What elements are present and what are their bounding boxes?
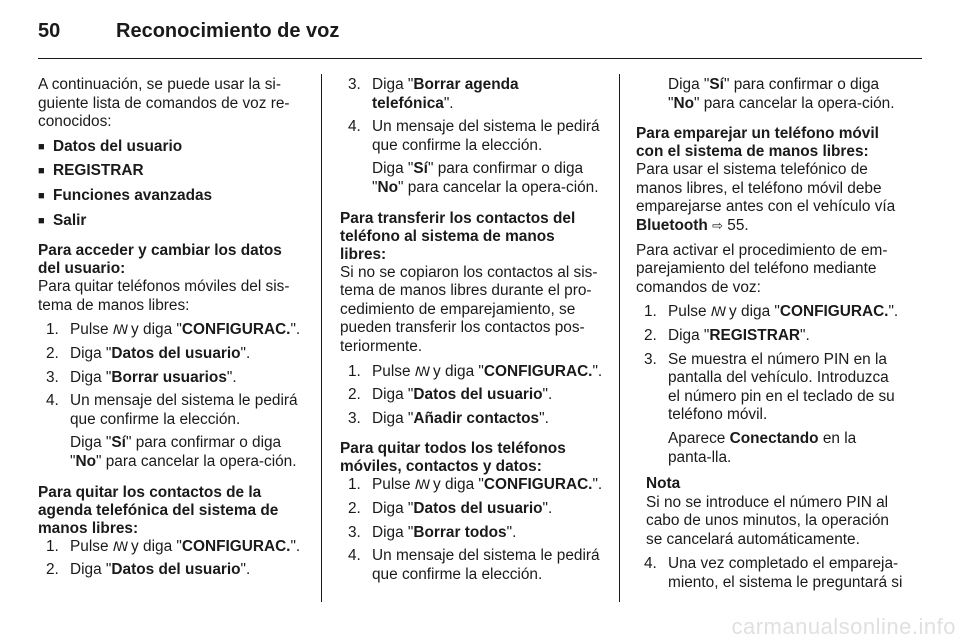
step: 4. Un mensaje del sistema le pedirá que confirme la elección. <box>46 392 298 428</box>
appear-text: Aparece Conectando en la panta-lla. <box>668 429 857 466</box>
page-header <box>38 14 339 48</box>
step: 3. Diga "Añadir contactos". <box>348 409 549 427</box>
voice-command-icon: ꟿ <box>414 363 431 379</box>
step: 3. Se muestra el número PIN en la pantalla del vehículo. Introduzca el número pin en el teclado de su teléfono móvil. <box>644 350 895 424</box>
step: 2. Diga "REGISTRAR". <box>644 326 810 344</box>
step: 2. Diga "Datos del usuario". <box>46 561 251 579</box>
note-text: Si no se introduce el número PIN al cabo de unos minutos, la operación se cancelará automáticamente. <box>646 493 889 548</box>
voice-command-icon: ꟿ <box>414 477 431 493</box>
voice-command-icon: ꟿ <box>112 538 129 554</box>
column-divider <box>321 74 322 602</box>
voice-command-icon: ꟿ <box>710 304 727 320</box>
column-2 <box>340 76 604 589</box>
section-heading: Para emparejar un teléfono móvil con el sistema de manos libres: <box>636 125 879 161</box>
confirm-text: Diga "Sí" para confirmar o diga "No" para cancelar la opera-ción. <box>668 76 895 112</box>
step: 1. Pulse ꟿ y diga "CONFIGURAC.". <box>348 362 603 380</box>
confirm-text: Diga "Sí" para confirmar o diga "No" para cancelar la opera-ción. <box>372 160 599 196</box>
step: 2. Diga "Datos del usuario". <box>348 499 553 517</box>
step: 4. Una vez completado el empareja-miento, el sistema le preguntará si <box>644 555 903 592</box>
step: 3. Diga "Borrar todos". <box>348 523 517 541</box>
step: 3. Diga "Borrar agenda telefónica". <box>348 76 519 112</box>
step: 2. Diga "Datos del usuario". <box>348 386 553 404</box>
step: 1. Pulse ꟿ y diga "CONFIGURAC.". <box>644 303 899 321</box>
column-3 <box>636 76 904 598</box>
column-1 <box>38 76 303 585</box>
section-heading: Para transferir los contactos del teléfono al sistema de manos libres: <box>340 209 576 263</box>
voice-command-icon: ꟿ <box>112 322 129 338</box>
header-rule <box>38 58 922 59</box>
step: 3. Diga "Borrar usuarios". <box>46 368 237 386</box>
command-item: ■ Datos del usuario <box>38 138 303 157</box>
step: 4. Un mensaje del sistema le pedirá que confirme la elección. <box>348 118 600 154</box>
note-heading: Nota <box>646 475 681 493</box>
column-divider <box>619 74 620 602</box>
step: 1. Pulse ꟿ y diga "CONFIGURAC.". <box>348 476 603 494</box>
command-list <box>38 138 303 230</box>
command-item: ■ Salir <box>38 212 303 231</box>
command-item: ■ REGISTRAR <box>38 162 303 181</box>
step: 4. Un mensaje del sistema le pedirá que confirme la elección. <box>348 547 600 583</box>
page-title: Reconocimiento de voz <box>116 19 340 42</box>
step: 1. Pulse ꟿ y diga "CONFIGURAC.". <box>46 321 301 339</box>
command-item: ■ Funciones avanzadas <box>38 187 303 206</box>
section-text: Si no se copiaron los contactos al sis-tema de manos libres durante el pro-cedimiento de emparejamiento, se pueden transferir los contactos pos-teriormente. <box>340 263 598 355</box>
confirm-text: Diga "Sí" para confirmar o diga "No" para cancelar la opera-ción. <box>70 434 297 470</box>
step: 2. Diga "Datos del usuario". <box>46 344 251 362</box>
page-number: 50 <box>38 19 61 42</box>
intro-text: A continuación, se puede usar la si-guiente lista de comandos de voz re-conocidos: <box>38 76 290 131</box>
section-text: Para activar el procedimiento de em-parejamiento del teléfono mediante comandos de voz: <box>636 241 888 296</box>
step: 1. Pulse ꟿ y diga "CONFIGURAC.". <box>46 537 301 555</box>
watermark: carmanualsonline.info <box>731 614 956 639</box>
section-text: Para quitar teléfonos móviles del sis-tema de manos libres: <box>38 278 290 314</box>
section-heading: Para quitar todos los teléfonos móviles, contactos y datos: <box>340 440 566 476</box>
page-reference-arrow-icon: ⇨ <box>712 217 723 233</box>
section-text: Para usar el sistema telefónico de manos libres, el teléfono móvil debe emparejarse antes con el vehículo vía Bluetooth ⇨ 55. <box>636 161 896 234</box>
section-heading: Para quitar los contactos de la agenda telefónica del sistema de manos libres: <box>38 483 279 537</box>
section-heading: Para acceder y cambiar los datos del usuario: <box>38 242 282 278</box>
